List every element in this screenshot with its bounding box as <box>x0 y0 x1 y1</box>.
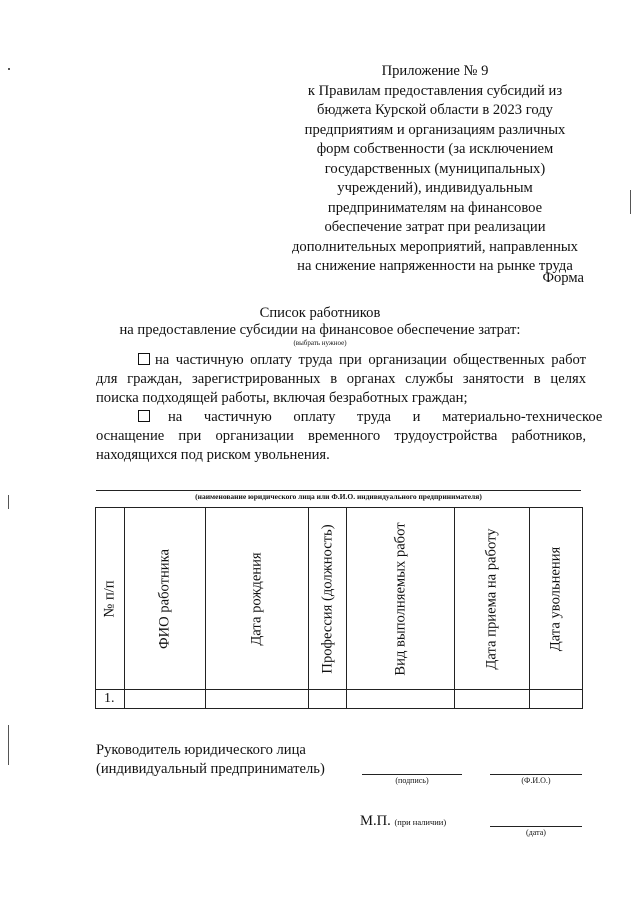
header-birth-date: Дата рождения <box>248 551 265 646</box>
checkbox-public-works[interactable] <box>138 353 150 365</box>
appendix-line: форм собственности (за исключением <box>316 141 554 157</box>
scan-mark <box>8 495 9 509</box>
stamp-note: (при наличии) <box>394 817 447 827</box>
table-row <box>96 690 583 709</box>
appendix-line: к Правилам предоставления субсидий из <box>307 82 563 99</box>
appendix-line: Приложение № 9 <box>381 63 489 79</box>
option-line: на частичную оплату труда при организации общественных работ <box>155 352 586 368</box>
table-cell[interactable] <box>309 690 347 709</box>
header-hire-date: Дата приема на работу <box>483 527 500 670</box>
checkbox-temporary-employment[interactable] <box>138 410 150 422</box>
table-cell[interactable] <box>125 690 206 709</box>
table-header-cell <box>206 508 309 690</box>
signatory-line1: Руководитель юридического лица <box>96 742 306 758</box>
table-cell: 1. <box>96 690 125 709</box>
scan-mark <box>8 725 9 765</box>
appendix-line: бюджета Курской области в 2023 году <box>317 102 553 118</box>
appendix-line: на снижение напряженности на рынке труда <box>297 258 573 274</box>
table-header-cell <box>96 508 125 690</box>
appendix-line: обеспечение затрат при реализации <box>324 219 546 235</box>
option-line: для граждан, зарегистрированных в органах службы занятости в целях <box>96 371 586 387</box>
appendix-line: предпринимателям на финансовое <box>327 199 543 216</box>
org-name-caption: (наименование юридического лица или Ф.И.О. индивидуального предпринимателя) <box>195 492 482 501</box>
table-header-cell <box>455 508 530 690</box>
header-fio: ФИО работника <box>156 548 173 649</box>
stamp-label: М.П. <box>360 813 391 829</box>
name-line[interactable] <box>490 774 582 775</box>
option-temporary-employment <box>96 408 603 465</box>
header-number: № п/п <box>101 579 118 618</box>
appendix-line: предприятиям и организациям различных <box>304 121 566 138</box>
table-header-cell <box>347 508 455 690</box>
table-cell[interactable] <box>206 690 309 709</box>
table-cell[interactable] <box>455 690 530 709</box>
signature-caption: (подпись) <box>395 776 429 785</box>
stamp-place <box>360 813 446 830</box>
form-label: Форма <box>542 270 584 286</box>
title-main: Список работников <box>259 305 381 321</box>
date-line[interactable] <box>490 826 582 827</box>
table-cell[interactable] <box>347 690 455 709</box>
table-cell[interactable] <box>530 690 583 709</box>
option-line: оснащение при организации временного трудоустройства работников, <box>96 428 586 444</box>
title-sub: на предоставление субсидии на финансовое обеспечение затрат: <box>119 322 521 338</box>
org-name-line[interactable] <box>96 490 581 491</box>
appendix-header <box>280 62 590 277</box>
document-title <box>0 305 640 339</box>
header-work-type: Вид выполняемых работ <box>392 521 408 676</box>
appendix-line: учреждений), индивидуальным <box>337 180 533 196</box>
scan-mark <box>8 68 10 70</box>
signatory-line2: (индивидуальный предприниматель) <box>96 761 325 777</box>
scan-mark <box>630 190 631 214</box>
date-caption: (дата) <box>526 828 546 837</box>
table-header-row <box>96 508 583 690</box>
header-profession: Профессия (должность) <box>319 523 335 674</box>
appendix-line: государственных (муниципальных) <box>324 160 546 177</box>
table-header-cell <box>125 508 206 690</box>
table-header-cell <box>309 508 347 690</box>
appendix-line: дополнительных мероприятий, направленных <box>292 238 578 255</box>
employee-table <box>95 507 583 709</box>
signatory-block <box>96 741 325 779</box>
option-line: на частичную оплату труда и материально-техническое <box>168 409 603 425</box>
option-line: находящихся под риском увольнения. <box>96 447 330 463</box>
header-dismissal-date: Дата увольнения <box>547 546 564 651</box>
table-header-cell <box>530 508 583 690</box>
name-caption: (Ф.И.О.) <box>521 776 551 785</box>
option-line: поиска подходящей работы, включая безработных граждан; <box>96 390 468 406</box>
option-public-works <box>96 351 586 408</box>
signature-line[interactable] <box>362 774 462 775</box>
choose-note: (выбрать нужное) <box>293 339 347 347</box>
